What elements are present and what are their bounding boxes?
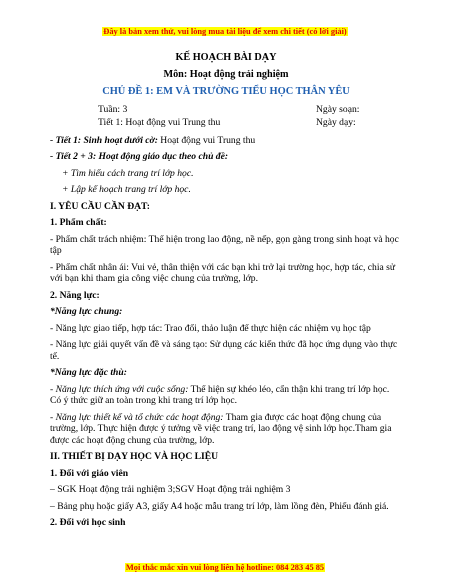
section-1-2-heading: 2. Năng lực: [50,289,100,301]
nl-dacthu-heading: *Năng lực đặc thù: [50,367,127,379]
nl-dt2-label: - Năng lực thiết kế và tổ chức các hoạt động: [50,411,224,423]
section-2-heading: II. THIẾT BỊ DẠY HỌC VÀ HỌC LIỆU [50,451,219,463]
week-row [50,104,402,117]
paragraph [50,412,402,447]
hotline-banner-text: Mọi thắc mắc xin vui lòng liên hệ hotline: 084 283 45 85 [125,563,325,572]
tiet23-item-2: + Lập kế hoạch trang trí lớp học. [62,184,191,196]
preview-banner-text: Đây là bản xem thử, vui lòng mua tài liệu để xem chi tiết (có lời giải) [103,27,347,36]
lesson-row [50,117,402,130]
paragraph: - Năng lực giải quyết vấn đề và sáng tạo: Sử dụng các kiến thức đã học ứng dụng vào thực tế. [50,339,398,362]
paragraph: – SGK Hoạt động trải nghiệm 3;SGV Hoạt động trải nghiệm 3 [50,484,291,496]
date-taught-label: Ngày dạy: [316,116,356,128]
paragraph: – Bảng phụ hoặc giấy A3, giấy A4 hoặc mẫu trang trí lớp, làm lồng đèn, Phiếu đánh giá. [50,500,389,512]
week-label: Tuần: 3 [98,103,128,115]
nl-dt2-text: Tham gia được các hoạt động chung của trường, lớp. Thực hiện được ý tưởng về việc trang trí, lao động vệ sinh lớp học.Tham gia được các hoạt động chung của trường, lớp. [50,411,392,446]
section-2-1-heading: 1. Đối với giáo viên [50,467,129,479]
tiet1-text: Hoạt động vui Trung thu [157,134,256,146]
tiet23-line: - Tiết 2 + 3: Hoạt động giáo dục theo chủ đề: [50,151,229,163]
preview-banner [0,27,450,36]
lesson-plan-document [50,52,402,529]
nl-dt1-label: - Năng lực thích ứng với cuộc sống: [50,383,189,395]
date-prepared-label: Ngày soạn: [316,103,360,115]
tiet1-label: - Tiết 1: Sinh hoạt dưới cờ: [50,134,158,146]
hotline-banner [0,563,450,572]
section-1-heading: I. YÊU CẦU CẦN ĐẠT: [50,200,150,212]
paragraph: - Phẩm chất trách nhiệm: Thể hiện trong lao động, nề nếp, gọn gàng trong sinh hoạt và học tập [50,233,399,257]
nl-chung-heading: *Năng lực chung: [50,306,123,318]
paragraph: - Năng lực giao tiếp, hợp tác: Trao đổi, thảo luận để thực hiện các nhiệm vụ học tập [50,322,371,334]
tiet1-line [50,135,402,147]
topic-heading: CHỦ ĐỀ 1: EM VÀ TRƯỜNG TIỂU HỌC THÂN YÊU [102,86,350,98]
lesson-label: Tiết 1: Hoạt động vui Trung thu [98,116,221,128]
section-1-1-heading: 1. Phẩm chất: [50,217,107,229]
tiet23-item-1: + Tìm hiểu cách trang trí lớp học. [62,167,194,179]
section-2-2-heading: 2. Đối với học sinh [50,517,126,529]
nl-dt1-text: Thể hiện sự khéo léo, cẩn thận khi trang trí lớp học. Có ý thức giữ an toàn trong khi trang trí lớp học. [50,383,390,407]
subject-line: Môn: Hoạt động trải nghiệm [163,69,289,81]
paragraph: - Phẩm chất nhân ái: Vui vẻ, thân thiện với các bạn khi trở lại trường học, hợp tác, chia sử với bạn khi tham gia công việc chung của trường, lớp. [50,261,396,285]
document-title: KẾ HOẠCH BÀI DẠY [175,52,277,63]
paragraph [50,384,402,407]
